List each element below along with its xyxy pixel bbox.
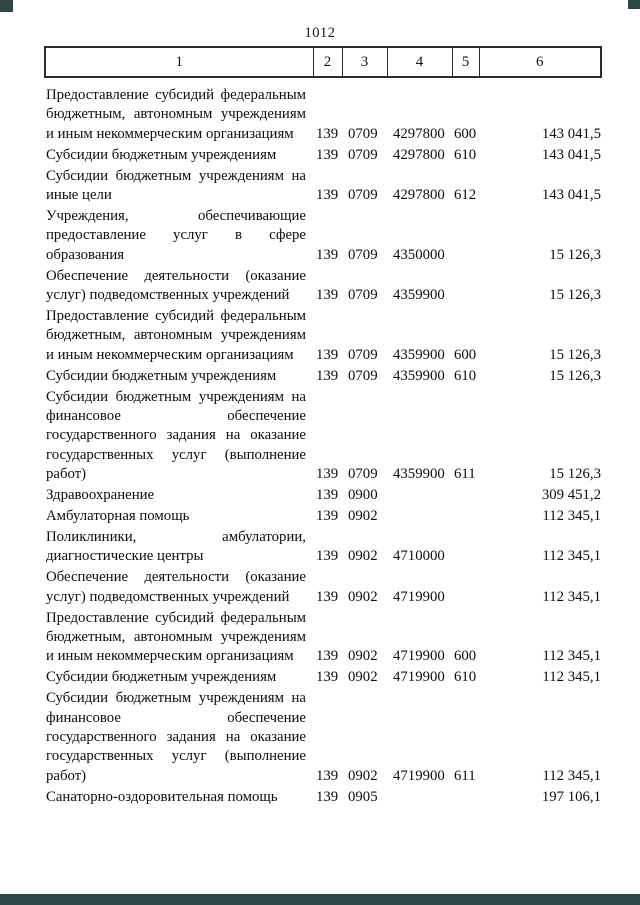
name-cell: Обеспечение деятельности (оказание услуг) подведомственных учреждений (46, 569, 306, 605)
table-row (45, 485, 601, 506)
amount-cell: 112 345,1 (542, 588, 601, 605)
table-row (45, 144, 601, 165)
amount-cell: 112 345,1 (542, 669, 601, 686)
header-cell: 5 (452, 47, 479, 77)
section-code-cell: 0709 (348, 346, 378, 363)
name-cell: Предоставление субсидий федеральным бюджетным, автономным учреждениям и иным некоммерческим организациям (46, 609, 306, 665)
table-row (45, 77, 601, 144)
target-article-cell: 4359900 (393, 346, 445, 363)
expense-type-cell (452, 205, 479, 265)
amount-cell: 15 126,3 (549, 466, 601, 483)
amount-cell: 15 126,3 (549, 367, 601, 384)
name-cell: Субсидии бюджетным учреждениям (46, 367, 277, 384)
target-article-cell: 4297800 (393, 187, 445, 204)
section-code-cell: 0709 (348, 187, 378, 204)
table-row (45, 786, 601, 807)
target-article-cell: 4710000 (393, 548, 445, 565)
target-article-cell: 4359900 (393, 287, 445, 304)
target-article-cell: 4297800 (393, 125, 445, 142)
target-article-cell (387, 786, 452, 807)
chapter-code-cell: 139 (316, 287, 339, 304)
header-cell: 6 (479, 47, 601, 77)
table-row (45, 506, 601, 527)
amount-cell: 112 345,1 (542, 508, 601, 525)
name-cell: Предоставление субсидий федеральным бюджетным, автономным учреждениям и иным некоммерческим организациям (46, 87, 306, 142)
amount-cell: 112 345,1 (542, 767, 601, 784)
table-row (45, 607, 601, 667)
chapter-code-cell: 139 (316, 669, 339, 686)
expense-type-cell: 611 (454, 767, 476, 784)
name-cell: Учреждения, обеспечивающие предоставление услуг в сфере образования (46, 207, 306, 263)
name-cell: Субсидии бюджетным учреждениям на финансовое обеспечение государственного задания на оказание государственных услуг (выполнение работ) (46, 690, 306, 784)
table-row (45, 526, 601, 566)
section-code-cell: 0902 (348, 588, 378, 605)
target-article-cell: 4719900 (393, 588, 445, 605)
table-row (45, 205, 601, 265)
amount-cell: 112 345,1 (542, 548, 601, 565)
expense-type-cell (452, 506, 479, 527)
header-cell: 4 (387, 47, 452, 77)
section-code-cell: 0902 (348, 669, 378, 686)
expense-type-cell (452, 567, 479, 607)
section-code-cell: 0709 (348, 146, 378, 163)
amount-cell: 197 106,1 (541, 788, 601, 805)
section-code-cell: 0902 (348, 548, 378, 565)
chapter-code-cell: 139 (316, 187, 339, 204)
name-cell: Обеспечение деятельности (оказание услуг) подведомственных учреждений (46, 267, 306, 304)
target-article-cell (387, 506, 452, 527)
table-body (45, 77, 601, 807)
chapter-code-cell: 139 (316, 125, 339, 142)
chapter-code-cell: 139 (316, 466, 339, 483)
table-row (45, 667, 601, 688)
chapter-code-cell: 139 (316, 146, 339, 163)
target-article-cell: 4297800 (393, 146, 445, 163)
expense-type-cell (452, 265, 479, 305)
target-article-cell: 4350000 (393, 246, 445, 263)
budget-table (44, 46, 602, 807)
name-cell: Санаторно-оздоровительная помощь (46, 788, 278, 805)
expense-type-cell (452, 526, 479, 566)
target-article-cell: 4719900 (393, 669, 445, 686)
section-code-cell: 0709 (348, 367, 378, 384)
section-code-cell: 0902 (348, 648, 378, 665)
target-article-cell: 4359900 (393, 466, 445, 483)
table-row (45, 265, 601, 305)
amount-cell: 112 345,1 (542, 648, 601, 665)
header-cell: 2 (313, 47, 342, 77)
target-article-cell (387, 485, 452, 506)
name-cell: Предоставление субсидий федеральным бюджетным, автономным учреждениям и иным некоммерческим организациям (46, 307, 306, 363)
expense-type-cell (452, 485, 479, 506)
section-code-cell: 0902 (348, 508, 378, 525)
scan-artifact-bottom-edge (0, 894, 640, 905)
table-header-row (45, 47, 601, 77)
target-article-cell: 4359900 (393, 367, 445, 384)
section-code-cell: 0709 (348, 466, 378, 483)
amount-cell: 15 126,3 (549, 246, 601, 263)
amount-cell: 143 041,5 (541, 187, 601, 204)
chapter-code-cell: 139 (316, 367, 339, 384)
table-row (45, 567, 601, 607)
table-row (45, 165, 601, 205)
header-cell: 1 (45, 47, 313, 77)
table-row (45, 688, 601, 787)
section-code-cell: 0905 (348, 788, 378, 805)
scan-artifact-top-left (0, 0, 13, 12)
chapter-code-cell: 139 (316, 767, 339, 784)
page-number: 1012 (304, 25, 336, 41)
expense-type-cell: 610 (454, 146, 477, 163)
name-cell: Поликлиники, амбулатории, диагностические центры (46, 528, 306, 565)
name-cell: Субсидии бюджетным учреждениям (46, 146, 277, 163)
expense-type-cell: 600 (454, 125, 477, 142)
target-article-cell: 4719900 (393, 767, 445, 784)
amount-cell: 143 041,5 (541, 125, 601, 142)
name-cell: Амбулаторная помощь (46, 508, 190, 525)
chapter-code-cell: 139 (316, 588, 339, 605)
expense-type-cell: 600 (454, 648, 477, 665)
chapter-code-cell: 139 (316, 246, 339, 263)
section-code-cell: 0902 (348, 767, 378, 784)
table-row (45, 305, 601, 365)
table-row (45, 365, 601, 386)
expense-type-cell (452, 786, 479, 807)
expense-type-cell: 611 (454, 466, 476, 483)
expense-type-cell: 612 (454, 187, 477, 204)
name-cell: Субсидии бюджетным учреждениям (46, 669, 277, 686)
name-cell: Субсидии бюджетным учреждениям на финансовое обеспечение государственного задания на оказание государственных услуг (выполнение работ) (46, 388, 306, 483)
chapter-code-cell: 139 (316, 788, 339, 805)
section-code-cell: 0900 (348, 487, 378, 504)
table-row (45, 386, 601, 485)
chapter-code-cell: 139 (316, 648, 339, 665)
chapter-code-cell: 139 (316, 487, 339, 504)
name-cell: Здравоохранение (46, 487, 155, 504)
section-code-cell: 0709 (348, 246, 378, 263)
amount-cell: 309 451,2 (541, 487, 601, 504)
expense-type-cell: 610 (454, 367, 477, 384)
expense-type-cell: 610 (454, 669, 477, 686)
name-cell: Субсидии бюджетным учреждениям на иные цели (46, 167, 306, 204)
chapter-code-cell: 139 (316, 346, 339, 363)
expense-type-cell: 600 (454, 346, 477, 363)
amount-cell: 15 126,3 (549, 346, 601, 363)
chapter-code-cell: 139 (316, 508, 339, 525)
amount-cell: 143 041,5 (541, 146, 601, 163)
section-code-cell: 0709 (348, 287, 378, 304)
section-code-cell: 0709 (348, 125, 378, 142)
header-cell: 3 (342, 47, 387, 77)
amount-cell: 15 126,3 (549, 287, 601, 304)
scan-artifact-top-right (628, 0, 640, 9)
chapter-code-cell: 139 (316, 548, 339, 565)
target-article-cell: 4719900 (393, 648, 445, 665)
